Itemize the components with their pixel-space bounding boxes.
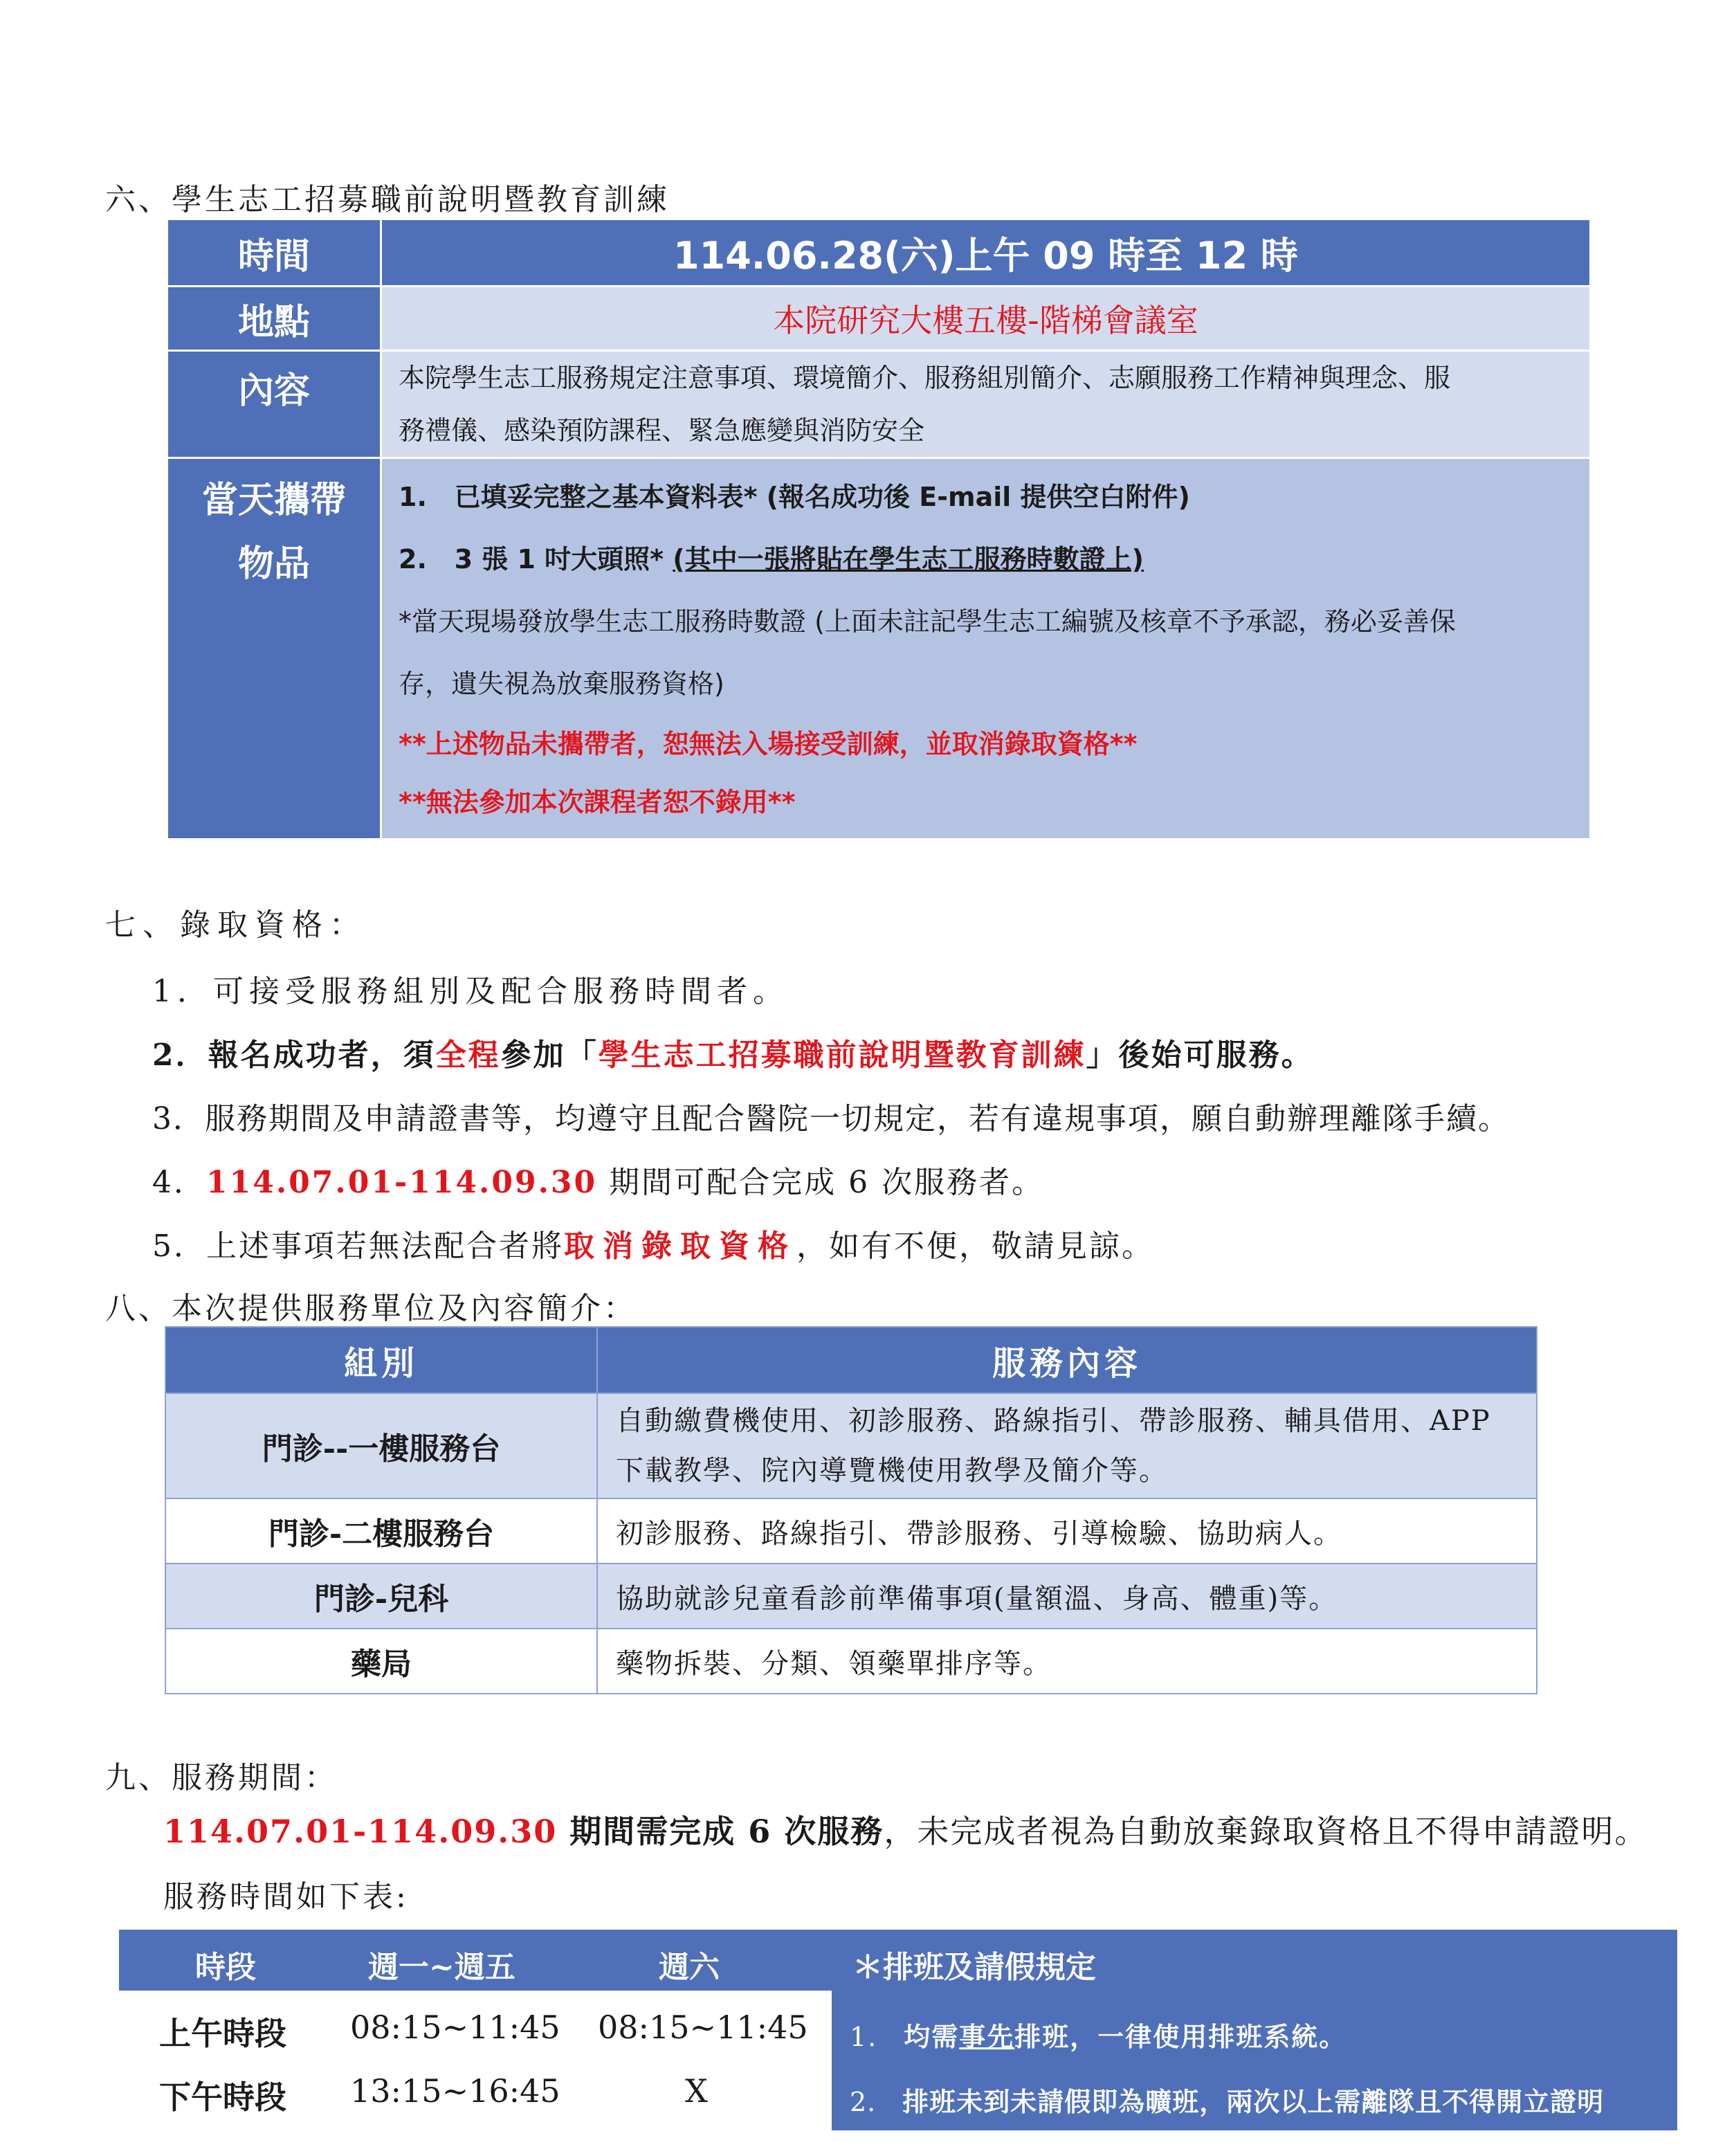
header-weekday: 週一~週五 <box>368 1950 515 1985</box>
note-line-1: *當天現場發放學生志工服務時數證 (上面未註記學生志工編號及核章不予承認，務必妥善保 <box>399 606 1456 637</box>
location-value: 本院研究大樓五樓-階梯會議室 <box>381 287 1591 351</box>
header-saturday: 週六 <box>659 1950 720 1985</box>
qualification-1: 1．可接受服務組別及配合服務時間者。 <box>152 974 789 1009</box>
schedule-table <box>119 1930 1677 2130</box>
warning-2: **無法參加本次課程者恕不錄用** <box>399 787 796 817</box>
item-1: 1. 已填妥完整之基本資料表* (報名成功後 E-mail 提供空白附件) <box>399 482 1190 512</box>
content-line: 自動繳費機使用、初診服務、路線指引、帶診服務、輔具借用、APP <box>616 1405 1491 1437</box>
qualification-3: 3．服務期間及申請證書等，均遵守且配合醫院一切規定，若有違規事項，願自動辦理離隊手續。 <box>152 1101 1510 1136</box>
pm-saturday: X <box>685 2072 708 2110</box>
service-units-table <box>165 1326 1537 1694</box>
warning-1: **上述物品未攜帶者，恕無法入場接受訓練，並取消錄取資格** <box>399 729 1138 759</box>
q2-c: 參加「 <box>500 1038 599 1073</box>
group-cell: 門診-二樓服務台 <box>165 1498 597 1564</box>
content-cell: 協助就診兒童看診前準備事項(量額溫、身高、體重)等。 <box>597 1564 1537 1629</box>
header-content: 服務內容 <box>597 1327 1537 1393</box>
section-9-title: 九、服務期間： <box>105 1760 338 1795</box>
rule-1-a: 均需 <box>904 2021 960 2052</box>
content-label: 內容 <box>167 351 381 458</box>
q4-a: 4． <box>152 1165 206 1200</box>
item-2-underlined: (其中一張將貼在學生志工服務時數證上) <box>673 544 1144 574</box>
header-group: 組別 <box>165 1327 597 1393</box>
period-note: ，未完成者視為自動放棄錄取資格且不得申請證明。 <box>884 1813 1648 1850</box>
q2-d: 學生志工招募職前說明暨教育訓練 <box>598 1038 1086 1073</box>
rule-2-text: 排班未到未請假即為曠班，兩次以上需離隊且不得開立證明 <box>902 2086 1605 2117</box>
am-saturday: 08:15~11:45 <box>598 2009 808 2046</box>
rule-2-num: 2. <box>850 2087 877 2117</box>
rule-2 <box>850 2081 1604 2119</box>
note-line-2: 存，遺失視為放棄服務資格) <box>399 669 724 699</box>
section-7-title: 七、錄取資格： <box>105 907 367 943</box>
rule-1-num: 1. <box>850 2022 878 2052</box>
q2-e: 」後始可服務。 <box>1086 1038 1314 1073</box>
items-value <box>381 458 1591 840</box>
rule-1-b: 事先 <box>959 2021 1015 2052</box>
location-label: 地點 <box>167 287 381 351</box>
training-info-table <box>166 218 1591 840</box>
qualification-2 <box>152 1030 1314 1074</box>
q5-a: 5．上述事項若無法配合者將 <box>152 1229 564 1264</box>
group-cell: 藥局 <box>165 1629 597 1694</box>
schedule-intro: 服務時間如下表: <box>163 1879 409 1914</box>
period-dates: 114.07.01-114.09.30 <box>163 1813 558 1850</box>
items-label-line-1: 當天攜帶 <box>201 480 346 521</box>
qualification-4 <box>152 1157 1044 1202</box>
header-slot: 時段 <box>195 1950 256 1985</box>
content-line-2: 務禮儀、感染預防課程、緊急應變與消防安全 <box>399 415 925 446</box>
q2-b: 全程 <box>435 1038 501 1073</box>
q4-b: 114.07.01-114.09.30 <box>206 1165 598 1200</box>
content-cell: 初診服務、路線指引、帶診服務、引導檢驗、協助病人。 <box>597 1498 1537 1564</box>
rule-1-c: 排班，一律使用排班系統。 <box>1014 2021 1347 2052</box>
service-period-line <box>163 1806 1647 1852</box>
items-label <box>167 458 381 840</box>
content-value <box>381 351 1591 458</box>
pm-weekday: 13:15~16:45 <box>350 2072 560 2110</box>
items-label-line-2: 物品 <box>237 543 310 585</box>
content-line: 下載教學、院內導覽機使用教學及簡介等。 <box>616 1455 1168 1487</box>
q2-a: 2．報名成功者，須 <box>152 1038 436 1073</box>
group-cell: 門診--一樓服務台 <box>165 1393 597 1498</box>
section-8-title: 八、本次提供服務單位及內容簡介： <box>105 1291 637 1326</box>
q4-c: 期間可配合完成 6 次服務者。 <box>597 1165 1045 1200</box>
content-cell: 藥物拆裝、分類、領藥單排序等。 <box>597 1629 1537 1694</box>
q5-c: ，如有不便，敬請見諒。 <box>796 1229 1154 1264</box>
section-6-title: 六、學生志工招募職前說明暨教育訓練 <box>105 182 670 217</box>
item-2 <box>399 528 1573 590</box>
q5-b: 取消錄取資格 <box>564 1229 796 1264</box>
group-cell: 門診-兒科 <box>165 1564 597 1629</box>
time-label: 時間 <box>167 219 381 287</box>
item-2-prefix: 2. 3 張 1 吋大頭照* <box>399 544 673 574</box>
header-rules: ＊排班及請假規定 <box>852 1950 1096 1985</box>
pm-label: 下午時段 <box>159 2078 286 2116</box>
am-weekday: 08:15~11:45 <box>350 2009 560 2046</box>
time-value: 114.06.28(六)上午 09 時至 12 時 <box>381 219 1591 287</box>
period-requirement: 期間需完成 6 次服務 <box>557 1813 884 1850</box>
content-cell <box>597 1393 1537 1498</box>
qualification-5 <box>152 1221 1154 1265</box>
content-line-1: 本院學生志工服務規定注意事項、環境簡介、服務組別簡介、志願服務工作精神與理念、服 <box>399 363 1451 393</box>
am-label: 上午時段 <box>159 2015 286 2052</box>
rule-1 <box>850 2015 1347 2054</box>
